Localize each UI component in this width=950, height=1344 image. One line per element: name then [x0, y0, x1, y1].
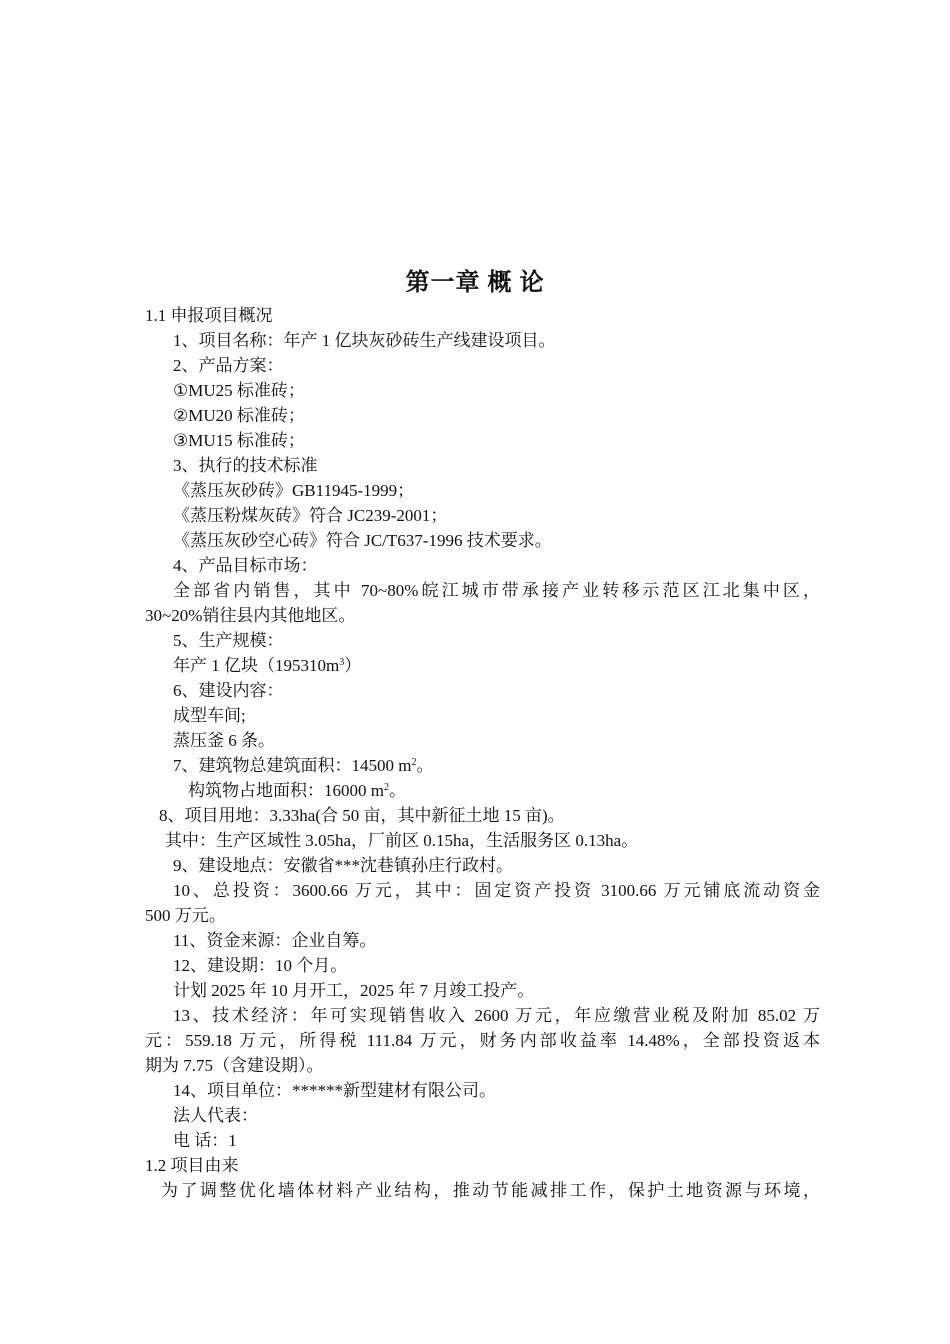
standard-jc239: 《蒸压粉煤灰砖》符合 JC239-2001；	[173, 506, 448, 525]
tech-economics-line-1: 13、技术经济：年可实现销售收入 2600 万元，年应缴营业税及附加 85.02 万	[173, 1006, 820, 1025]
land-use-breakdown: 其中：生产区域性 3.05ha，厂前区 0.15ha，生活服务区 0.13ha。	[165, 831, 639, 850]
tech-economics-line-3: 期为 7.75（含建设期）。	[145, 1056, 324, 1075]
structure-area-line	[145, 778, 820, 803]
construction-content-label: 6、建设内容：	[173, 681, 284, 700]
standard-gb11945: 《蒸压灰砂砖》GB11945-1999；	[173, 481, 415, 500]
project-name-line: 1、项目名称：年产 1 亿块灰砂砖生产线建设项目。	[173, 331, 556, 350]
building-area-end: 。	[416, 756, 434, 775]
building-area-superscript: 2	[411, 757, 417, 768]
product-item-mu20: ②MU20 标准砖；	[173, 406, 305, 425]
total-investment-line-2: 500 万元。	[145, 906, 226, 925]
target-market-label: 4、产品目标市场：	[173, 556, 318, 575]
scale-superscript: 3	[339, 657, 345, 668]
building-area-line	[145, 753, 820, 778]
standard-jct637: 《蒸压灰砂空心砖》符合 JC/T637-1996 技术要求。	[173, 531, 552, 550]
target-market-line-2: 30~20%销往县内其他地区。	[145, 606, 356, 625]
production-scale-value	[145, 653, 820, 678]
product-item-mu15: ③MU15 标准砖；	[173, 431, 305, 450]
site-location-line: 9、建设地点：安徽省***沈巷镇孙庄行政村。	[173, 856, 513, 875]
section-heading-1-1: 1.1 申报项目概况	[145, 306, 273, 325]
section-heading-1-2: 1.2 项目由来	[145, 1156, 239, 1175]
construction-period-line: 12、建设期：10 个月。	[173, 956, 348, 975]
target-market-line-1: 全部省内销售，其中 70~80%皖江城市带承接产业转移示范区江北集中区，	[173, 581, 820, 600]
construction-item-autoclave: 蒸压釜 6 条。	[173, 731, 275, 750]
funding-source-line: 11、资金来源：企业自筹。	[173, 931, 377, 950]
document-body	[145, 303, 820, 1203]
structure-area-end: 。	[388, 781, 406, 800]
scale-text: 年产 1 亿块（195310m	[173, 656, 340, 675]
product-item-mu25: ①MU25 标准砖；	[173, 381, 305, 400]
structure-area-superscript: 2	[383, 782, 389, 793]
product-plan-label: 2、产品方案：	[173, 356, 284, 375]
legal-representative-line: 法人代表：	[173, 1106, 258, 1125]
project-origin-paragraph: 为了调整优化墙体材料产业结构，推动节能减排工作，保护土地资源与环境，	[161, 1181, 820, 1200]
schedule-line: 计划 2025 年 10 月开工，2025 年 7 月竣工投产。	[173, 981, 535, 1000]
chapter-title: 第一章 概 论	[405, 270, 545, 296]
total-investment-line-1: 10、总投资：3600.66 万元，其中：固定资产投资 3100.66 万元铺底流动资金	[173, 881, 820, 900]
building-area-text: 7、建筑物总建筑面积：14500 m	[173, 756, 412, 775]
project-unit-line: 14、项目单位：******新型建材有限公司。	[173, 1081, 496, 1100]
structure-area-text: 构筑物占地面积：16000 m	[188, 781, 384, 800]
land-use-line: 8、项目用地：3.33ha(合 50 亩，其中新征土地 15 亩)。	[159, 806, 565, 825]
construction-item-workshop: 成型车间;	[173, 706, 246, 725]
phone-line: 电 话：1	[173, 1131, 237, 1150]
tech-standards-label: 3、执行的技术标准	[173, 456, 318, 475]
scale-end: ）	[344, 656, 362, 675]
production-scale-label: 5、生产规模：	[173, 631, 284, 650]
tech-economics-line-2: 元：559.18 万元，所得税 111.84 万元，财务内部收益率 14.48%，全部投资返本	[145, 1031, 820, 1050]
